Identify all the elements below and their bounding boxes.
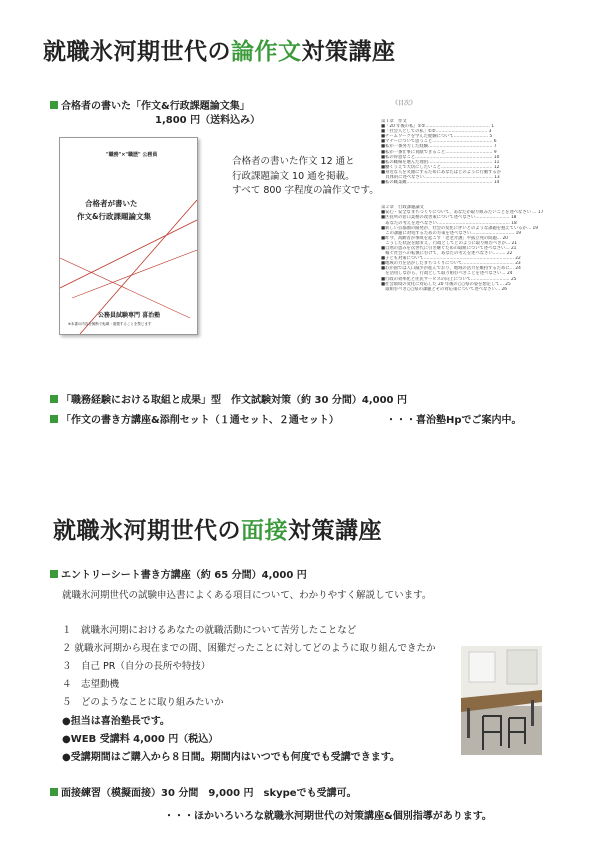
product-name-text: 合格者の書いた「作文&行政課題論文集」 <box>61 101 250 112</box>
toc-heading: 《目次》 <box>392 100 417 107</box>
course-text: 「作文の書き方講座&添削セット（１通セット、２通セット） <box>61 415 339 426</box>
toc-item: ■「社会人としての私」①②……………………………… 3 <box>381 129 492 135</box>
bullet-period: ●受講期間はご購入から８日間。期間内はいつでも何度でも受講できます。 <box>62 752 400 763</box>
toc-item: を活用しながら、行政として取り組むべきことを述べなさい… 24 <box>381 271 513 277</box>
toc-item: ■子ども対策について……………………………………………………… 22 <box>381 256 521 262</box>
toc-item: あなたの考えを述べなさい…………………………………………… 18 <box>381 220 517 226</box>
section1-title-pre: 就職氷河期世代の <box>43 39 231 65</box>
classroom-photo <box>461 646 542 755</box>
toc-item: ■区役所の窓口業務の改善策について述べなさい…………………… 18 <box>381 215 517 221</box>
entry-item: ５ どのようなことに取り組みたいか <box>62 697 224 708</box>
toc-item: ■私の得意なこと……………………………………………… 10 <box>381 154 500 160</box>
toc-item: ■私の職場を選んだ理由……………………………………… 11 <box>381 159 500 165</box>
green-square-icon <box>50 395 58 403</box>
description-line: 合格者の書いた作文 12 通と <box>232 156 355 167</box>
toc-part2-title: 第２章 行政課題論文 <box>381 205 424 211</box>
toc-item: ■私が一番努力した経験……………………………………… 7 <box>381 144 497 150</box>
toc-item: ■私の職業観…………………………………………………… 14 <box>381 180 500 186</box>
table-of-contents <box>381 117 551 362</box>
footer-note: ・・・ほかいろいろな就職氷河期世代の対策講座&個別指導があります。 <box>164 811 492 822</box>
book-description <box>232 155 379 199</box>
book-publisher: 公務員試験専門 喜治塾 <box>98 312 161 319</box>
toc-part1-title: 第１章 作文 <box>381 119 407 124</box>
toc-item: ■安心・安全なまちづくりについて、あなたが取り組みたいことを述べなさい … 17 <box>381 210 544 216</box>
course-text: 「職務経験における取組と成果」型 作文試験対策（約 30 分間）4,000 円 <box>61 395 407 406</box>
toc-item: ■新しい首都圏の開発が、社会の変化に伴いどのような課題を抱えているか… 19 <box>381 225 538 231</box>
toc-item: ■マナーについて思うこと…………………………………… 6 <box>381 139 497 145</box>
book-decoration-lines <box>60 138 197 334</box>
book-footer: ※本書の内容を無断で転載・複製することを禁じます <box>68 322 152 326</box>
toc-item: こうした状況を踏まえ、行政としてどのように取り組むべきか… 21 <box>381 240 517 246</box>
toc-item: ■地域の力を活かしたまちづくりについて……………………………… 23 <box>381 261 521 267</box>
toc-item: 取組むべき○○県の課題とその対応策について述べなさい… 26 <box>381 286 507 292</box>
entry-item: ３ 自己 PR（自分の長所や特技） <box>62 661 211 672</box>
entry-item: ２ 就職氷河期から現在までの間、困難だったことに対してどのように取り組んできたか <box>62 643 436 654</box>
toc-item: ■行政の効率化と住民サービスの向上について……………………… 25 <box>381 276 517 282</box>
bullet-instructor: ●担当は喜治塾長です。 <box>62 716 170 727</box>
toc-item: ■「20 年後の私」①②……………………………………… 1 <box>381 124 494 130</box>
product-name <box>50 97 250 112</box>
description-line: 行政課題論文 10 通を掲載。 <box>232 170 355 182</box>
section1-title <box>43 33 396 66</box>
section2-title <box>53 512 382 545</box>
toc-item: ■自然の恵みを次世代に引き継ぐための取組について述べなさい… 21 <box>381 245 517 251</box>
green-square-icon <box>50 415 58 423</box>
book-cover-image <box>59 137 198 335</box>
product-price: 1,800 円（送料込み） <box>155 115 261 126</box>
section1-title-post: 対策講座 <box>301 39 396 65</box>
toc-item: ■私が一番仕事に貢献できること…………………………… 9 <box>381 149 497 155</box>
section2-title-highlight: 面接 <box>241 518 288 544</box>
toc-item: ■社会環境の変化に対応した 20 年後の○○県の姿を想定して… 25 <box>381 281 511 287</box>
courses-note: ・・・喜治塾Hpでご案内中。 <box>386 415 522 426</box>
green-square-icon <box>50 570 58 578</box>
entry-sheet-course <box>50 566 307 581</box>
bullet-fee: ●WEB 受講料 4,000 円（税込） <box>62 734 219 745</box>
toc-item: ■昨今、高齢者が事故を起こす「老老介護」や孤立死の問題… 20 <box>381 235 508 241</box>
section2-title-post: 対策講座 <box>288 518 382 544</box>
entry-item: １ 就職氷河期におけるあなたの就職活動について苦労したことなど <box>62 625 357 636</box>
course-essay-writing <box>50 411 339 426</box>
toc-item: ■わが国では人口減少が進んでおり、地域の活力を維持するために… 24 <box>381 266 521 272</box>
entry-description: 就職氷河期世代の試験申込書によくある項目について、わかりやすく解説しています。 <box>62 590 432 601</box>
book-title-line1: 合格者が書いた <box>85 199 138 208</box>
mock-interview-text: 面接練習（模擬面接）30 分間 9,000 円 skypeでも受講可。 <box>61 788 357 799</box>
description-line: すべて 800 字程度の論作文です。 <box>232 185 379 196</box>
entry-item: ４ 志望動機 <box>62 679 120 690</box>
section2-title-pre: 就職氷河期世代の <box>53 518 241 544</box>
mock-interview <box>50 784 357 799</box>
toc-item: ■身近な人を笑顔にするためにあなたはどのように行動するか <box>381 169 502 175</box>
course-work-experience <box>50 391 407 406</box>
entry-course-text: エントリーシート書き方講座（約 65 分間）4,000 円 <box>61 570 307 581</box>
toc-item: この課題に対処するための方策を述べなさい………………………… 19 <box>381 230 522 236</box>
classroom-photo-illustration <box>461 646 542 755</box>
green-square-icon <box>50 788 58 796</box>
book-title-line2: 作文&行政課題論文集 <box>77 212 152 221</box>
toc-item: 具体的に述べなさい………………………………………… 13 <box>381 175 500 181</box>
toc-item: 稼ぐ社会への転換にむけて、あなたの考えを述べなさい……… 22 <box>381 251 513 257</box>
green-square-icon <box>50 101 58 109</box>
section1-title-highlight: 論作文 <box>231 39 302 65</box>
book-badge: "職務"×"職歴" 公務員 <box>106 152 158 158</box>
toc-item: ■チームワークを学んだ経験について…………………… 5 <box>381 134 493 140</box>
toc-item: ■働くうえで大切にしたいこと……………………………… 12 <box>381 164 500 170</box>
